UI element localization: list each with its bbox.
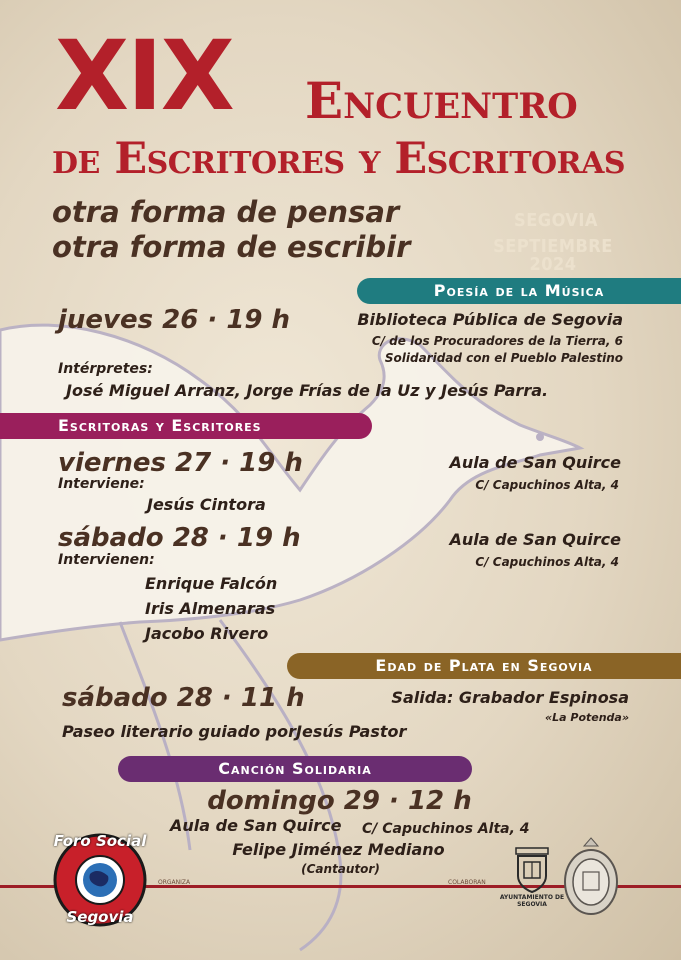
s2-e2-day: sábado 28 · 19 h (58, 523, 301, 553)
band-cancion-label: Canción Solidaria (218, 759, 372, 778)
tagline-2: otra forma de escribir (52, 230, 411, 264)
s1-performers: José Miguel Arranz, Jorge Frías de la Uz y Jesús Parra. (66, 381, 549, 400)
s2-e1-person: Jesús Cintora (147, 495, 266, 514)
s2-e2-address: C/ Capuchinos Alta, 4 (475, 555, 619, 569)
s1-performers-label: Intérpretes: (58, 361, 153, 377)
s2-e2-person-1: Enrique Falcón (145, 574, 278, 593)
band-poesia (357, 278, 681, 304)
colaboran-label: COLABORAN (448, 879, 486, 886)
s3-nickname: «La Potenda» (544, 711, 629, 724)
band-edad-plata (287, 653, 681, 679)
s1-cause: Solidaridad con el Pueblo Palestino (384, 351, 623, 365)
s4-venue: Aula de San Quirce (170, 816, 342, 835)
band-cancion (118, 756, 472, 782)
tagline-1: otra forma de pensar (52, 195, 400, 229)
collaborator-seal (560, 834, 622, 918)
city-label: SEGOVIA (514, 210, 598, 231)
s4-artist: Felipe Jiménez Mediano (232, 840, 445, 859)
s3-departure: Salida: Grabador Espinosa (391, 688, 629, 707)
s2-e1-day: viernes 27 · 19 h (58, 448, 303, 478)
band-poesia-label: Poesía de la Música (433, 281, 605, 300)
band-escritoras-label: Escritoras y Escritores (58, 416, 262, 435)
s2-e1-venue: Aula de San Quirce (449, 453, 621, 472)
s4-artist-role: (Cantautor) (301, 862, 380, 876)
s4-address: C/ Capuchinos Alta, 4 (362, 821, 530, 837)
s2-e1-label: Interviene: (58, 476, 145, 492)
title-escritores: de Escritores y Escritoras (52, 134, 626, 184)
foro-social-logo (52, 832, 148, 928)
s3-walk: Paseo literario guiado porJesús Pastor (62, 722, 407, 741)
organiza-label: ORGANIZA (158, 879, 191, 886)
s4-day: domingo 29 · 12 h (207, 786, 472, 816)
logo-top-text: Foro Social (53, 832, 147, 850)
s1-venue: Biblioteca Pública de Segovia (357, 310, 623, 329)
s2-e1-address: C/ Capuchinos Alta, 4 (475, 478, 619, 492)
band-edad-plata-label: Edad de Plata en Segovia (375, 656, 593, 675)
s1-day: jueves 26 · 19 h (58, 305, 291, 335)
s2-e2-person-2: Iris Almenaras (145, 599, 276, 618)
s2-e2-person-3: Jacobo Rivero (145, 624, 269, 643)
s3-day: sábado 28 · 11 h (62, 683, 305, 713)
collaborator-seal-icon (560, 834, 622, 918)
date-label: SEPTIEMBRE 2024 (493, 236, 613, 275)
s2-e2-venue: Aula de San Quirce (449, 530, 621, 549)
ayuntamiento-logo (498, 842, 566, 912)
s1-address: C/ de los Procuradores de la Tierra, 6 (371, 334, 623, 348)
s2-e2-label: Intervienen: (58, 552, 155, 568)
ayuntamiento-crest-icon (498, 842, 566, 894)
title-encuentro: Encuentro (305, 71, 578, 130)
edition-numeral: XIX (55, 20, 233, 132)
band-escritoras (0, 413, 372, 439)
ayuntamiento-label: AYUNTAMIENTO DE SEGOVIA (499, 894, 565, 909)
logo-bottom-text: Segovia (66, 908, 134, 926)
